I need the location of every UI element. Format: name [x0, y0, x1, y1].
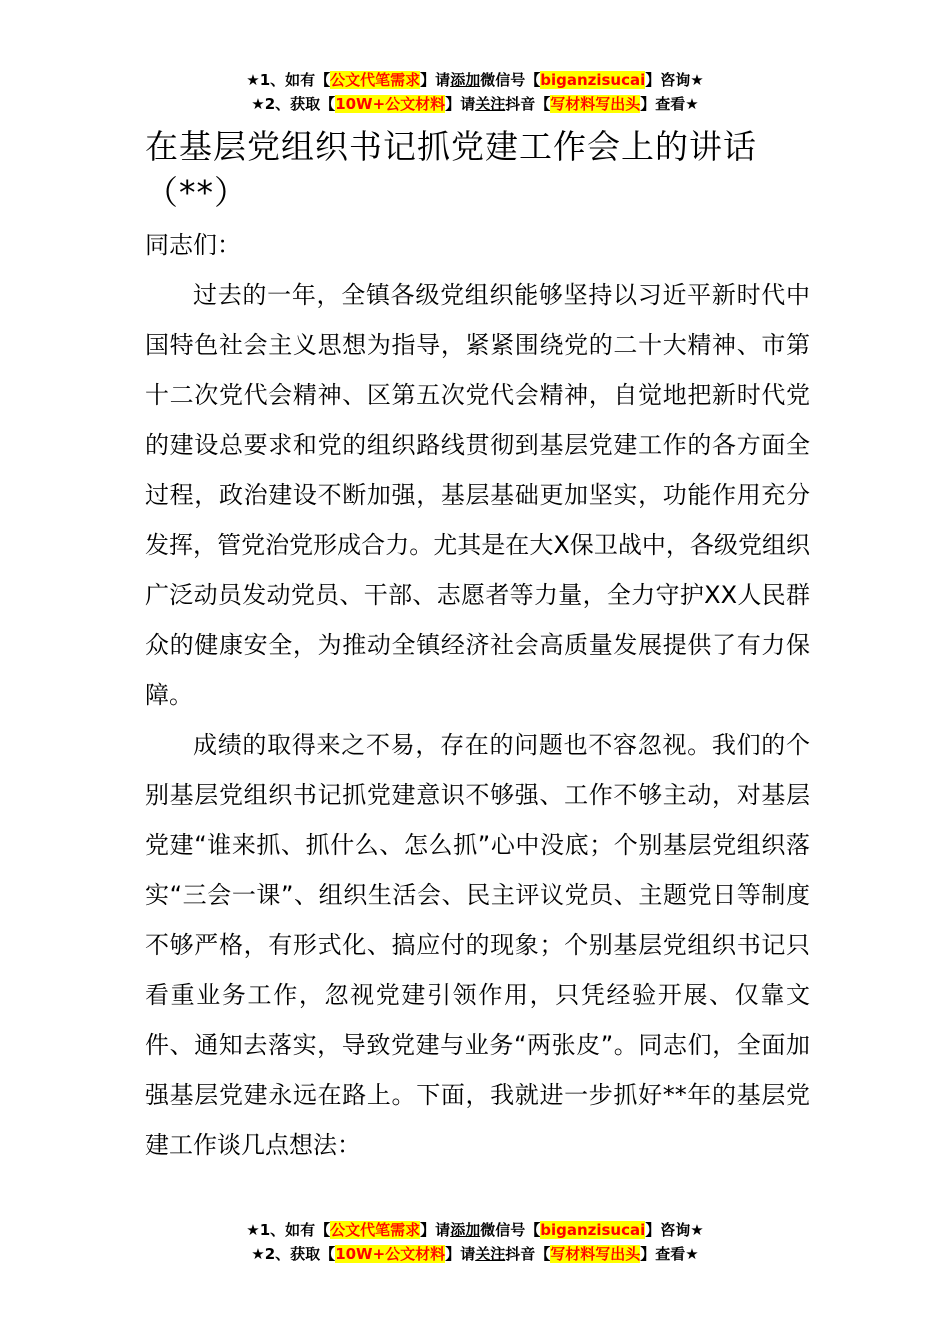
footer-2-highlight-douyin: 写材料写出头	[550, 1245, 641, 1263]
banner-1-mid1: 】请	[420, 71, 451, 89]
banner-1-mid2: 微信号【	[480, 71, 541, 89]
footer-2-highlight-materials: 10W+公文材料	[335, 1245, 446, 1263]
salutation: 同志们：	[145, 231, 241, 259]
banner-1-suffix: 】咨询★	[645, 71, 704, 89]
footer-1-mid2: 微信号【	[480, 1221, 541, 1239]
banner-2-mid2: 抖音【	[505, 95, 551, 113]
footer-1-prefix: ★1、如有【	[246, 1221, 331, 1239]
banner-1-underlined: 添加	[450, 71, 481, 89]
footer-1-highlight-service: 公文代笔需求	[330, 1221, 421, 1239]
footer-2-prefix: ★2、获取【	[251, 1245, 336, 1263]
footer-1-underlined: 添加	[450, 1221, 481, 1239]
banner-1-prefix: ★1、如有【	[246, 71, 331, 89]
footer-banner	[0, 1218, 950, 1266]
banner-line-2	[0, 92, 950, 116]
banner-2-mid1: 】请	[445, 95, 476, 113]
banner-2-suffix: 】查看★	[640, 95, 699, 113]
footer-1-mid1: 】请	[420, 1221, 451, 1239]
banner-2-highlight-materials: 10W+公文材料	[335, 95, 446, 113]
banner-2-prefix: ★2、获取【	[251, 95, 336, 113]
footer-2-mid2: 抖音【	[505, 1245, 551, 1263]
banner-line-1	[0, 68, 950, 92]
footer-banner-line-1	[0, 1218, 950, 1242]
banner-1-highlight-service: 公文代笔需求	[330, 71, 421, 89]
banner-1-highlight-wechat: biganzisucai	[540, 71, 646, 89]
footer-2-underlined: 关注	[475, 1245, 506, 1263]
paragraph-2: 成绩的取得来之不易，存在的问题也不容忽视。我们的个别基层党组织书记抓党建意识不够强、工作不够主动，对基层党建“谁来抓、抓什么、怎么抓”心中没底；个别基层党组织落实“三会一课”、组织生活会、民主评议党员、主题党日等制度不够严格，有形式化、搞应付的现象；个别基层党组织书记只看重业务工作，忽视党建引领作用，只凭经验开展、仅靠文件、通知去落实，导致党建与业务“两张皮”。同志们，全面加强基层党建永远在路上。下面，我就进一步抓好**年的基层党建工作谈几点想法：	[145, 731, 810, 1159]
header-banner	[0, 68, 950, 116]
footer-1-suffix: 】咨询★	[645, 1221, 704, 1239]
footer-2-mid1: 】请	[445, 1245, 476, 1263]
paragraph-1: 过去的一年，全镇各级党组织能够坚持以习近平新时代中国特色社会主义思想为指导，紧紧围绕党的二十大精神、市第十二次党代会精神、区第五次党代会精神，自觉地把新时代党的建设总要求和党的组织路线贯彻到基层党建工作的各方面全过程，政治建设不断加强，基层基础更加坚实，功能作用充分发挥，管党治党形成合力。尤其是在大X保卫战中，各级党组织广泛动员发动党员、干部、志愿者等力量，全力守护XX人民群众的健康安全，为推动全镇经济社会高质量发展提供了有力保障。	[145, 281, 810, 709]
footer-banner-line-2	[0, 1242, 950, 1266]
footer-1-highlight-wechat: biganzisucai	[540, 1221, 646, 1239]
footer-2-suffix: 】查看★	[640, 1245, 699, 1263]
banner-2-underlined: 关注	[475, 95, 506, 113]
document-body	[145, 220, 810, 1170]
document-title: 在基层党组织书记抓党建工作会上的讲话（**）	[145, 127, 757, 212]
banner-2-highlight-douyin: 写材料写出头	[550, 95, 641, 113]
